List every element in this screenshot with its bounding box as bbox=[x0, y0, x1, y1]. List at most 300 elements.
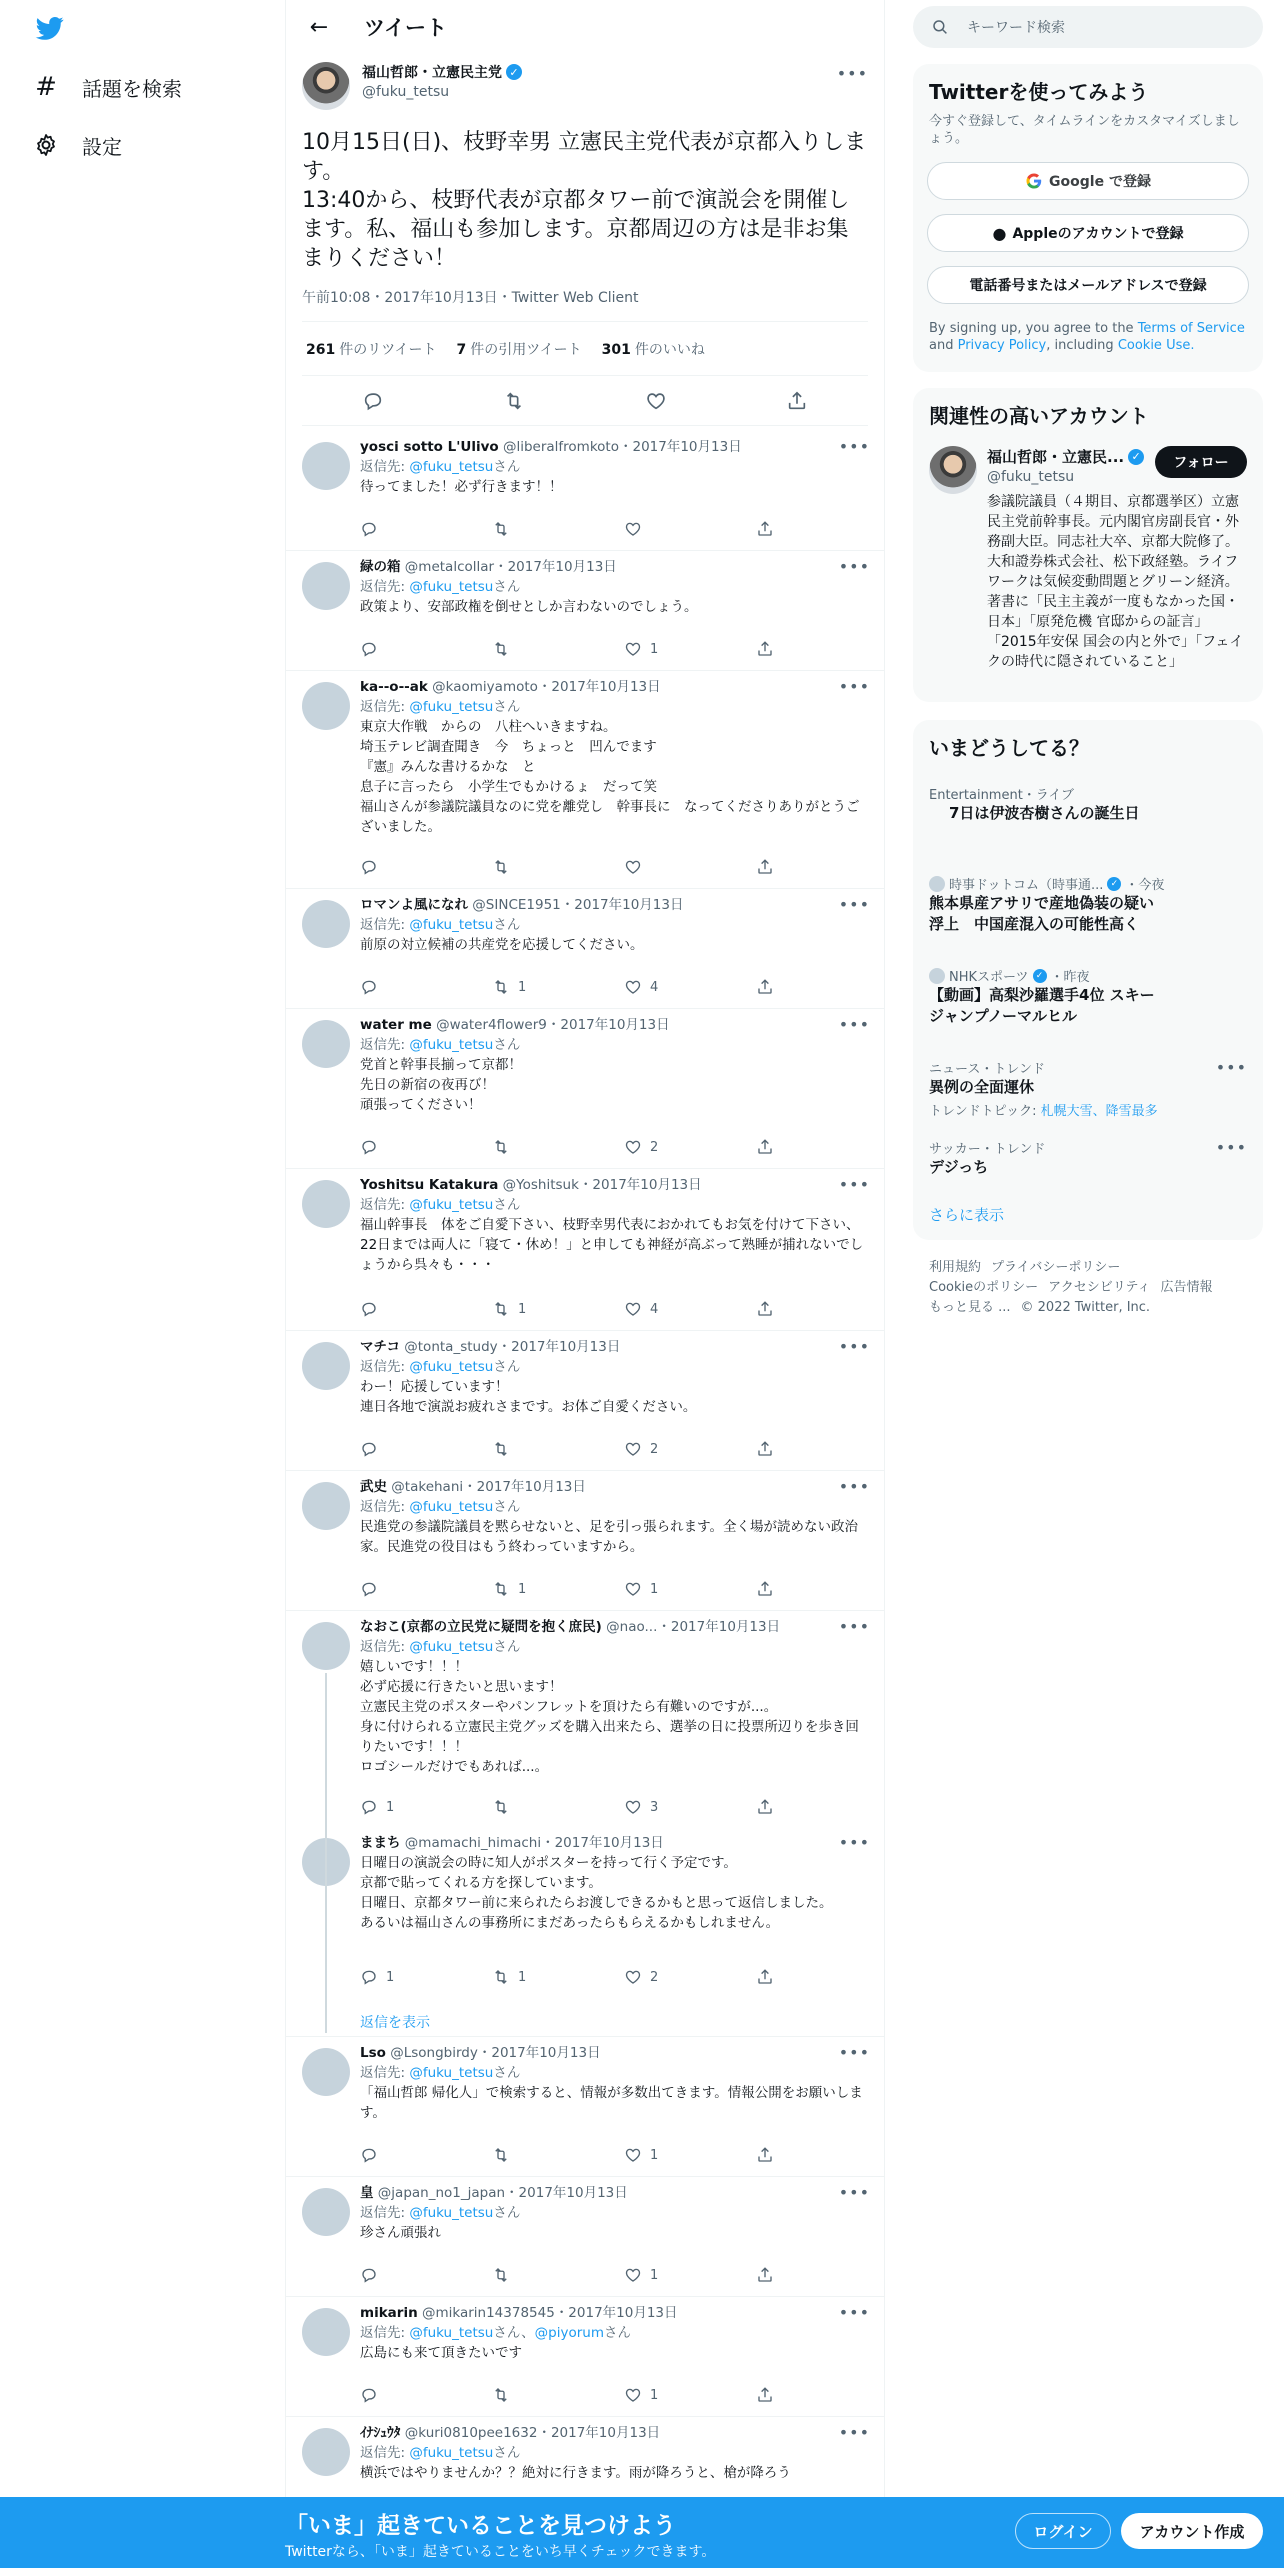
like-button[interactable] bbox=[624, 1967, 704, 1987]
author-name[interactable]: 緑の箱 bbox=[360, 559, 401, 575]
follow-button[interactable]: フォロー bbox=[1155, 446, 1247, 478]
like-icon bbox=[624, 2146, 642, 2164]
cookie-link[interactable]: Cookie Use. bbox=[1117, 338, 1195, 353]
reply-button[interactable] bbox=[360, 2385, 440, 2405]
tweet-actions bbox=[360, 1439, 780, 1459]
trend-time: ・昨夜 bbox=[1050, 970, 1090, 985]
like-icon bbox=[624, 2266, 642, 2284]
search-input[interactable] bbox=[913, 6, 1263, 48]
reply-button[interactable] bbox=[360, 1137, 440, 1157]
retweet-count: 1 bbox=[518, 979, 527, 995]
related-bio: 参議院議員（４期目、京都選挙区）立憲民主党前幹事長。元内閣官房副長官・外務副大臣。同志社大卒、京都大院修了。大和證券株式会社、松下政経塾。ライフワークは気候変動問題とグリーン経済。著書に「民主主義が一度もなかった国・日本」「原発危機 官邸からの証言」「2015年安保 国会の内と外で」「フェイクの時代に隠されていること」 bbox=[987, 494, 1244, 670]
reply-button[interactable] bbox=[360, 977, 440, 997]
tweet-text: 前原の対立候補の共産党を応援してください。 bbox=[360, 937, 644, 953]
retweet-button[interactable] bbox=[492, 1137, 572, 1157]
signup-button[interactable]: アカウント作成 bbox=[1121, 2513, 1263, 2549]
retweet-icon bbox=[492, 1300, 510, 1318]
reply-to: 返信先: @fuku_tetsuさん bbox=[360, 1499, 521, 1515]
reply-tweet[interactable] bbox=[286, 1009, 885, 1169]
share-button[interactable] bbox=[756, 1137, 780, 1157]
tweet-text: 党首と幹事長揃って京都！ 先日の新宿の夜再び！ 頑張ってください！ bbox=[360, 1057, 522, 1113]
apple-signup-label: Appleのアカウントで登録 bbox=[1012, 226, 1184, 242]
like-button[interactable] bbox=[624, 639, 704, 659]
mention-link[interactable]: @fuku_tetsu bbox=[409, 1639, 494, 1655]
author-name[interactable]: ままち bbox=[360, 1835, 401, 1851]
trend-topic[interactable]: 札幌大雪、降雪最多 bbox=[1040, 1104, 1158, 1119]
reply-to: 返信先: @fuku_tetsuさん bbox=[360, 2065, 521, 2081]
reply-button[interactable] bbox=[360, 519, 440, 539]
like-button[interactable] bbox=[624, 2385, 704, 2405]
more-options-icon[interactable]: ••• bbox=[838, 2043, 870, 2062]
retweet-icon[interactable] bbox=[502, 389, 526, 413]
share-button[interactable] bbox=[756, 1967, 780, 1987]
author-name[interactable]: 福山哲郎・立憲民主党 bbox=[362, 65, 502, 81]
nav-settings-label: 設定 bbox=[82, 134, 122, 159]
nav-settings[interactable] bbox=[32, 123, 122, 167]
tweet-text: 待ってました！必ず行きます！！ bbox=[360, 479, 563, 495]
reply-icon bbox=[360, 640, 378, 658]
like-button[interactable] bbox=[624, 1579, 704, 1599]
like-icon bbox=[624, 1798, 642, 1816]
trend-item[interactable] bbox=[929, 1058, 1247, 1119]
quotes-stat[interactable]: 7 件の引用ツイート bbox=[456, 341, 582, 358]
tweet-text: 珍さん頑張れ bbox=[360, 2225, 441, 2241]
trend-source: 時事ドットコム（時事通... bbox=[949, 878, 1104, 893]
reply-button[interactable] bbox=[360, 1967, 440, 1987]
reply-button[interactable] bbox=[360, 1579, 440, 1599]
share-icon bbox=[756, 1300, 774, 1318]
tweet-actions bbox=[360, 857, 780, 877]
author-handle[interactable]: @nao... bbox=[606, 1619, 658, 1635]
avatar[interactable] bbox=[302, 442, 350, 490]
more-options-icon[interactable]: ••• bbox=[838, 2423, 870, 2442]
mention-link[interactable]: @fuku_tetsu bbox=[409, 579, 494, 595]
trend-item[interactable] bbox=[929, 966, 1247, 1027]
like-count: 1 bbox=[650, 2267, 659, 2283]
more-options-icon[interactable]: ••• bbox=[838, 1175, 870, 1194]
author-handle[interactable]: @fuku_tetsu bbox=[362, 84, 450, 100]
avatar[interactable] bbox=[302, 2308, 350, 2356]
author-handle[interactable]: @mikarin14378545 bbox=[421, 2305, 555, 2321]
retweet-icon bbox=[492, 1798, 510, 1816]
related-name: 福山哲郎・立憲民... bbox=[987, 448, 1125, 466]
trend-item[interactable] bbox=[929, 874, 1247, 935]
reply-count: 1 bbox=[386, 1799, 395, 1815]
tweet-actions bbox=[360, 1137, 780, 1157]
avatar[interactable] bbox=[302, 62, 350, 110]
reply-tweet[interactable] bbox=[286, 1827, 885, 2037]
like-count: 4 bbox=[650, 979, 659, 995]
retweet-icon bbox=[492, 1138, 510, 1156]
retweet-button[interactable] bbox=[492, 2145, 572, 2165]
more-options-icon[interactable]: ••• bbox=[1215, 1138, 1247, 1157]
retweet-button[interactable] bbox=[492, 1299, 572, 1319]
nav-explore[interactable] bbox=[32, 65, 182, 109]
reply-tweet[interactable] bbox=[286, 1471, 885, 1611]
reply-button[interactable] bbox=[360, 1439, 440, 1459]
mention-link[interactable]: @fuku_tetsu bbox=[409, 459, 494, 475]
reply-to: 返信先: @fuku_tetsuさん bbox=[360, 1037, 521, 1053]
like-icon bbox=[624, 1300, 642, 1318]
author-handle[interactable]: @kuri0810pee1632 bbox=[404, 2425, 538, 2441]
mention-link[interactable]: @fuku_tetsu bbox=[409, 2445, 494, 2461]
author-name[interactable]: mikarin bbox=[360, 2305, 418, 2321]
tweet-actions bbox=[360, 2265, 780, 2285]
reply-tweet[interactable] bbox=[286, 2297, 885, 2417]
author-handle[interactable]: @water4flower9 bbox=[436, 1017, 547, 1033]
retweet-button[interactable] bbox=[492, 857, 572, 877]
reply-icon[interactable] bbox=[361, 389, 385, 413]
share-button[interactable] bbox=[756, 857, 780, 877]
reply-tweet[interactable] bbox=[286, 1611, 885, 1827]
like-button[interactable] bbox=[624, 2145, 704, 2165]
retweet-button[interactable] bbox=[492, 519, 572, 539]
tweet-date[interactable]: ・2017年10月13日 bbox=[477, 2045, 601, 2061]
reply-tweet[interactable] bbox=[286, 671, 885, 889]
share-button[interactable] bbox=[756, 2145, 780, 2165]
like-button[interactable] bbox=[624, 1797, 704, 1817]
reply-to: 返信先: @fuku_tetsuさん bbox=[360, 917, 521, 933]
share-icon bbox=[756, 1580, 774, 1598]
retweet-button[interactable] bbox=[492, 1967, 572, 1987]
retweet-count: 1 bbox=[518, 1581, 527, 1597]
banner-subtitle: Twitterなら、「いま」起きていることをいち早くチェックできます。 bbox=[285, 2544, 716, 2560]
reply-tweet[interactable] bbox=[286, 1331, 885, 1471]
author-handle[interactable]: @liberalfromkoto bbox=[502, 439, 619, 455]
reply-icon bbox=[360, 520, 378, 538]
related-accounts-box bbox=[913, 388, 1263, 702]
more-options-icon[interactable]: ••• bbox=[838, 1617, 870, 1636]
author-handle[interactable]: @SINCE1951 bbox=[472, 897, 561, 913]
google-icon bbox=[1025, 172, 1043, 190]
tweet-text: 「福山哲郎 帰化人」で検索すると、情報が多数出てきます。情報公開をお願いします。 bbox=[360, 2085, 863, 2121]
apple-signup-button[interactable] bbox=[927, 214, 1249, 252]
trend-text: 異例の全面運休 bbox=[929, 1078, 1035, 1096]
reply-icon bbox=[360, 1798, 378, 1816]
reply-to: 返信先: @fuku_tetsuさん bbox=[360, 2445, 521, 2461]
mention-link[interactable]: @fuku_tetsu bbox=[409, 2205, 494, 2221]
author-handle[interactable]: @Yoshitsuk bbox=[502, 1177, 579, 1193]
share-icon bbox=[756, 2266, 774, 2284]
trend-category: Entertainment・ライブ bbox=[929, 788, 1075, 803]
tweet-actions bbox=[360, 519, 780, 539]
reply-tweet[interactable] bbox=[286, 431, 885, 551]
related-account[interactable] bbox=[987, 446, 1247, 485]
share-button[interactable] bbox=[756, 639, 780, 659]
footer-link[interactable]: アクセシビリティ bbox=[1048, 1280, 1151, 1295]
avatar[interactable] bbox=[302, 2428, 350, 2476]
tweet-date[interactable]: ・2017年10月13日 bbox=[505, 2185, 628, 2201]
signup-subtitle: 今すぐ登録して、タイムラインをカスタマイズしましょう。 bbox=[929, 114, 1240, 146]
more-options-icon[interactable]: ••• bbox=[838, 1477, 870, 1496]
retweet-icon bbox=[492, 640, 510, 658]
more-options-icon[interactable]: ••• bbox=[838, 2183, 870, 2202]
thread-line bbox=[325, 1673, 327, 2033]
author-handle[interactable]: @japan_no1_japan bbox=[377, 2185, 506, 2201]
author-name[interactable]: water me bbox=[360, 1017, 432, 1033]
retweet-icon bbox=[492, 2266, 510, 2284]
mention-link[interactable]: @fuku_tetsu bbox=[409, 2065, 494, 2081]
like-count: 2 bbox=[650, 1969, 659, 1985]
tweet-text: 日曜日の演説会の時に知人がポスターを持って行く予定です。 京都で貼ってくれる方を探しています。 日曜日、京都タワー前に来られたらお渡しできるかもと思って返信しました。 あるいは福山さんの事務所にまだあったらもらえるかもしれません。 bbox=[360, 1855, 833, 1931]
avatar[interactable] bbox=[302, 2048, 350, 2096]
show-more-link[interactable]: さらに表示 bbox=[929, 1206, 1005, 1224]
mention-link[interactable]: @piyorum bbox=[534, 2325, 604, 2341]
footer-link[interactable]: Cookieのポリシー bbox=[929, 1280, 1039, 1295]
tweet-actions bbox=[360, 1967, 780, 1987]
avatar[interactable] bbox=[929, 446, 977, 494]
retweet-button[interactable] bbox=[492, 2265, 572, 2285]
trend-category: ニュース・トレンド bbox=[929, 1062, 1046, 1077]
like-button[interactable] bbox=[624, 1439, 704, 1459]
reply-button[interactable] bbox=[360, 639, 440, 659]
share-icon bbox=[756, 1798, 774, 1816]
search-placeholder: キーワード検索 bbox=[967, 20, 1065, 36]
share-button[interactable] bbox=[756, 2265, 780, 2285]
likes-stat[interactable]: 301 件のいいね bbox=[601, 341, 705, 358]
tweet-date[interactable]: ・2017年10月13日 bbox=[463, 1479, 586, 1495]
more-options-icon[interactable]: ••• bbox=[838, 437, 870, 456]
more-options-icon[interactable]: ••• bbox=[838, 895, 870, 914]
tweet-date[interactable]: ・2017年10月13日 bbox=[494, 559, 617, 575]
avatar[interactable] bbox=[302, 1020, 350, 1068]
share-button[interactable] bbox=[756, 1579, 780, 1599]
like-icon bbox=[624, 2386, 642, 2404]
like-button[interactable] bbox=[624, 1137, 704, 1157]
mention-link[interactable]: @fuku_tetsu bbox=[409, 917, 494, 933]
like-button[interactable] bbox=[624, 2265, 704, 2285]
author-handle[interactable]: @tonta_study bbox=[404, 1339, 498, 1355]
reply-button[interactable] bbox=[360, 1299, 440, 1319]
reply-to: 返信先: @fuku_tetsuさん bbox=[360, 2205, 521, 2221]
reply-button[interactable] bbox=[360, 2265, 440, 2285]
share-icon bbox=[756, 2386, 774, 2404]
trend-category: サッカー・トレンド bbox=[929, 1142, 1046, 1157]
like-icon bbox=[624, 640, 642, 658]
tweet-date[interactable]: ・2017年10月13日 bbox=[554, 2305, 678, 2321]
share-icon bbox=[756, 1138, 774, 1156]
avatar[interactable] bbox=[302, 1180, 350, 1228]
like-button[interactable] bbox=[624, 519, 704, 539]
share-button[interactable] bbox=[756, 519, 780, 539]
share-icon bbox=[756, 640, 774, 658]
trend-topic-label: トレンドトピック: bbox=[929, 1104, 1041, 1119]
mention-link[interactable]: @fuku_tetsu bbox=[409, 1197, 494, 1213]
related-title: 関連性の高いアカウント bbox=[929, 404, 1149, 428]
google-signup-button[interactable] bbox=[927, 162, 1249, 200]
tweet-date[interactable]: ・2017年10月13日 bbox=[546, 1017, 670, 1033]
share-button[interactable] bbox=[756, 1439, 780, 1459]
author-name[interactable]: ｲﾅｼｭｳﾀ bbox=[360, 2425, 401, 2441]
like-icon bbox=[624, 1968, 642, 1986]
author-name[interactable]: ka--o--ak bbox=[360, 679, 428, 695]
tweet-date[interactable]: ・2017年10月13日 bbox=[618, 439, 742, 455]
gear-icon bbox=[32, 131, 60, 159]
trend-item[interactable] bbox=[929, 784, 1247, 824]
source-avatar bbox=[929, 876, 945, 892]
back-arrow-icon[interactable]: ← bbox=[309, 14, 329, 40]
tweet-date[interactable]: ・2017年10月13日 bbox=[497, 1339, 621, 1355]
tweet-date[interactable]: ・2017年10月13日 bbox=[541, 1835, 664, 1851]
avatar[interactable] bbox=[302, 2188, 350, 2236]
main-column bbox=[285, 0, 885, 2568]
avatar[interactable] bbox=[302, 1482, 350, 1530]
more-options-icon[interactable]: ••• bbox=[838, 1337, 870, 1356]
reply-tweet[interactable] bbox=[286, 551, 885, 671]
reply-icon bbox=[360, 2386, 378, 2404]
tweet-date[interactable]: ・2017年10月13日 bbox=[578, 1177, 702, 1193]
avatar[interactable] bbox=[302, 1622, 350, 1670]
share-icon bbox=[756, 978, 774, 996]
retweet-button[interactable] bbox=[492, 2385, 572, 2405]
phone-email-signup-button[interactable] bbox=[927, 266, 1249, 304]
like-button[interactable] bbox=[624, 977, 704, 997]
banner-title: 「いま」起きていることを見つけよう bbox=[285, 2513, 676, 2539]
twitter-logo-icon[interactable] bbox=[34, 14, 66, 42]
footer-link[interactable]: プライバシーポリシー bbox=[991, 1260, 1121, 1275]
more-options-icon[interactable]: ••• bbox=[836, 64, 868, 83]
reply-tweet[interactable] bbox=[286, 1169, 885, 1331]
tweet-date[interactable]: ・2017年10月13日 bbox=[537, 679, 661, 695]
retweet-icon bbox=[492, 520, 510, 538]
like-icon bbox=[624, 978, 642, 996]
privacy-link[interactable]: Privacy Policy bbox=[957, 338, 1047, 353]
share-button[interactable] bbox=[756, 1797, 780, 1817]
retweets-stat[interactable]: 261 件のリツイート bbox=[306, 341, 437, 358]
reply-icon bbox=[360, 2266, 378, 2284]
like-count: 1 bbox=[650, 1581, 659, 1597]
reply-count: 1 bbox=[386, 1969, 395, 1985]
author-handle[interactable]: @Lsongbirdy bbox=[390, 2045, 478, 2061]
page-title: ツイート bbox=[364, 16, 447, 40]
like-button[interactable] bbox=[624, 1299, 704, 1319]
reply-button[interactable] bbox=[360, 2145, 440, 2165]
retweet-button[interactable] bbox=[492, 1797, 572, 1817]
login-button[interactable]: ログイン bbox=[1015, 2513, 1111, 2549]
trend-text: 【動画】高梨沙羅選手4位 スキー ジャンプノーマルヒル bbox=[929, 986, 1155, 1025]
mention-link[interactable]: @fuku_tetsu bbox=[409, 1037, 494, 1053]
share-icon bbox=[756, 2146, 774, 2164]
share-button[interactable] bbox=[756, 1299, 780, 1319]
tweet-date[interactable]: ・2017年10月13日 bbox=[560, 897, 684, 913]
more-options-icon[interactable]: ••• bbox=[1215, 1058, 1247, 1077]
reply-icon bbox=[360, 978, 378, 996]
reply-icon bbox=[360, 1300, 378, 1318]
verified-badge-icon: ✓ bbox=[506, 64, 522, 80]
search-icon bbox=[931, 18, 949, 36]
footer-link[interactable]: 利用規約 bbox=[929, 1260, 982, 1275]
related-handle: @fuku_tetsu bbox=[987, 469, 1075, 485]
more-options-icon[interactable]: ••• bbox=[838, 677, 870, 696]
reply-to: 返信先: @fuku_tetsuさん bbox=[360, 459, 521, 475]
signup-box bbox=[913, 64, 1263, 372]
reply-tweet[interactable] bbox=[286, 2177, 885, 2297]
author-name[interactable]: yosci sotto L'Ulivo bbox=[360, 439, 499, 455]
hashtag-icon: # bbox=[35, 72, 57, 102]
retweet-button[interactable] bbox=[492, 639, 572, 659]
tweet-date[interactable]: ・2017年10月13日 bbox=[537, 2425, 661, 2441]
footer-link[interactable]: 広告情報 bbox=[1160, 1280, 1213, 1295]
author-name[interactable]: Lso bbox=[360, 2045, 386, 2061]
reply-tweet[interactable] bbox=[286, 2037, 885, 2177]
retweet-count: 1 bbox=[518, 1969, 527, 1985]
author-name[interactable]: マチコ bbox=[360, 1339, 400, 1355]
tweet-actions bbox=[360, 977, 780, 997]
like-icon[interactable] bbox=[644, 389, 668, 413]
tweet-meta[interactable]: 午前10:08・2017年10月13日・Twitter Web Client bbox=[302, 287, 868, 322]
share-icon[interactable] bbox=[785, 389, 809, 413]
footer-more[interactable]: もっと見る ... bbox=[929, 1300, 1011, 1315]
more-options-icon[interactable]: ••• bbox=[838, 1833, 870, 1852]
reply-icon bbox=[360, 858, 378, 876]
retweet-icon bbox=[492, 2386, 510, 2404]
share-button[interactable] bbox=[756, 2385, 780, 2405]
reply-to: 返信先: @fuku_tetsuさん bbox=[360, 1359, 521, 1375]
author-name[interactable]: 皇 bbox=[360, 2185, 374, 2201]
mention-link[interactable]: @fuku_tetsu bbox=[409, 1499, 494, 1515]
share-button[interactable] bbox=[756, 977, 780, 997]
more-options-icon[interactable]: ••• bbox=[838, 557, 870, 576]
trend-text: 熊本県産アサリで産地偽装の疑い 浮上 中国産混入の可能性高く bbox=[929, 894, 1155, 933]
reply-to: 返信先: @fuku_tetsuさん、@piyorumさん bbox=[360, 2325, 631, 2341]
tweet-actions bbox=[360, 1579, 780, 1599]
author-handle[interactable]: @mamachi_himachi bbox=[404, 1835, 542, 1851]
tweet-text: 10月15日(日)、枝野幸男 立憲民主党代表が京都入りします。 13:40から、枝野代表が京都タワー前で演説会を開催します。私、福山も参加します。京都周辺の方は是非お集まりください！ bbox=[302, 130, 867, 271]
reply-icon bbox=[360, 2146, 378, 2164]
footer bbox=[929, 1258, 1249, 1318]
mention-link[interactable]: @fuku_tetsu bbox=[409, 2325, 494, 2341]
reply-tweet[interactable] bbox=[286, 889, 885, 1009]
retweet-count: 1 bbox=[518, 1301, 527, 1317]
tweet-stats bbox=[302, 322, 868, 376]
mention-link[interactable]: @fuku_tetsu bbox=[409, 699, 494, 715]
more-options-icon[interactable]: ••• bbox=[838, 1015, 870, 1034]
like-button[interactable] bbox=[624, 857, 704, 877]
author-name[interactable]: なおこ(京都の立民党に疑問を抱く庶民) bbox=[360, 1619, 602, 1635]
tweet-date[interactable]: ・2017年10月13日 bbox=[657, 1619, 781, 1635]
author-handle[interactable]: @takehani bbox=[391, 1479, 464, 1495]
share-icon bbox=[756, 520, 774, 538]
reply-button[interactable] bbox=[360, 857, 440, 877]
author-name[interactable]: 武史 bbox=[360, 1479, 387, 1495]
retweet-icon bbox=[492, 858, 510, 876]
avatar[interactable] bbox=[302, 900, 350, 948]
author-handle[interactable]: @metalcollar bbox=[404, 559, 495, 575]
mention-link[interactable]: @fuku_tetsu bbox=[409, 1359, 494, 1375]
like-count: 1 bbox=[650, 2387, 659, 2403]
more-options-icon[interactable]: ••• bbox=[838, 2303, 870, 2322]
terms-link[interactable]: Terms of Service bbox=[1137, 321, 1245, 336]
reply-icon bbox=[360, 1138, 378, 1156]
retweet-button[interactable] bbox=[492, 977, 572, 997]
retweet-button[interactable] bbox=[492, 1579, 572, 1599]
trend-item[interactable] bbox=[929, 1138, 1247, 1178]
author-name[interactable]: ロマンよ風になれ bbox=[360, 897, 468, 913]
tweet-actions bbox=[360, 2385, 780, 2405]
retweet-button[interactable] bbox=[492, 1439, 572, 1459]
avatar[interactable] bbox=[302, 562, 350, 610]
author-handle[interactable]: @kaomiyamoto bbox=[432, 679, 538, 695]
focal-actions bbox=[302, 376, 868, 426]
retweet-icon bbox=[492, 1440, 510, 1458]
avatar[interactable] bbox=[302, 1342, 350, 1390]
author-name[interactable]: Yoshitsu Katakura bbox=[360, 1177, 499, 1193]
show-replies-link[interactable]: 返信を表示 bbox=[360, 2015, 430, 2031]
tweet-text: 福山幹事長 体をご自愛下さい、枝野幸男代表におかれてもお気を付けて下さい、22日までは両人に「寝て・休め！」と申しても神経が高ぶって熟睡が捕れないでしょうから呉々も・・・ bbox=[360, 1217, 864, 1273]
avatar[interactable] bbox=[302, 682, 350, 730]
tweet-actions bbox=[360, 1299, 780, 1319]
reply-button[interactable] bbox=[360, 1797, 440, 1817]
